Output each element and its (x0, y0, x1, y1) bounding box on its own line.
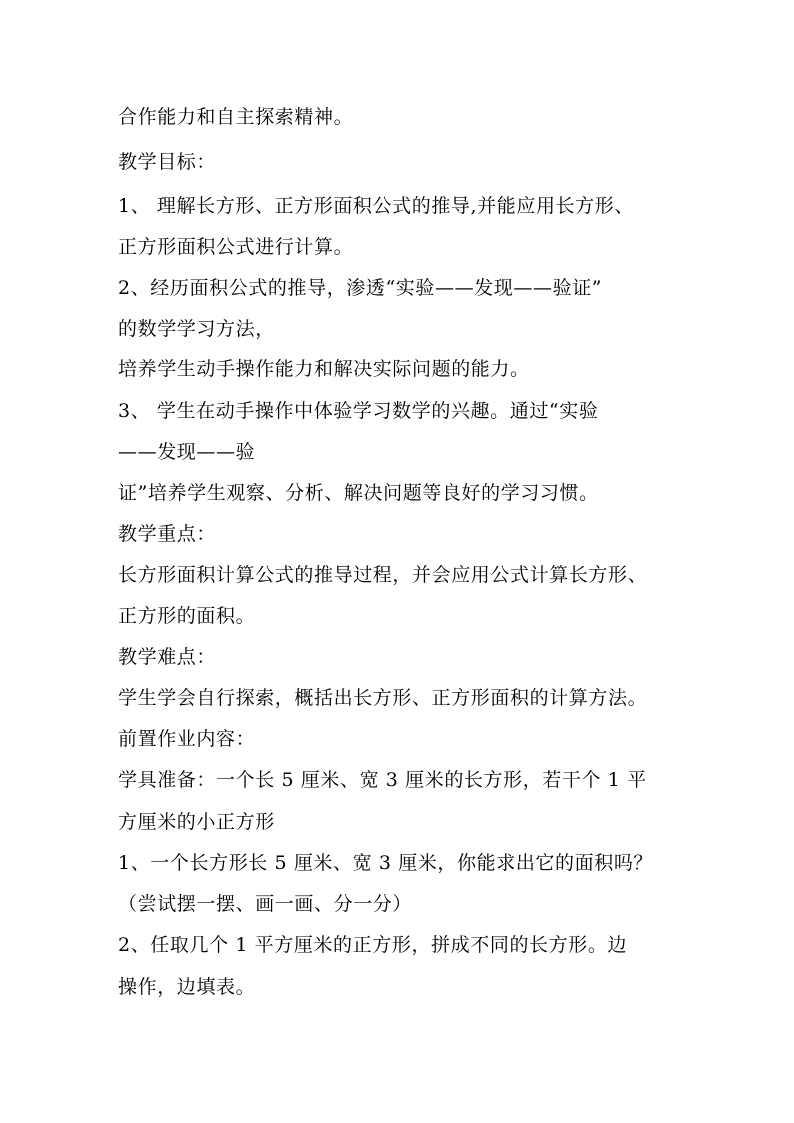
heading-teaching-goals: 教学目标： (118, 151, 217, 173)
goal-3-line-1: 3、 学生在动手操作中体验学习数学的兴趣。通过“实验 (118, 400, 599, 422)
heading-pre-homework: 前置作业内容： (118, 728, 256, 750)
materials-line-1: 学具准备：一个长 5 厘米、宽 3 厘米的长方形，若干个 1 平 (118, 769, 647, 791)
key-points-line-2: 正方形的面积。 (118, 605, 256, 627)
goal-3-line-3: 证”培养学生观察、分析、解决问题等良好的学习习惯。 (118, 482, 599, 504)
question-1-line-2: （尝试摆一摆、画一画、分一分） (118, 893, 413, 915)
question-2-line-1: 2、任取几个 1 平方厘米的正方形，拼成不同的长方形。边 (118, 934, 628, 956)
goal-2-line-2: 的数学学习方法， (118, 318, 275, 340)
question-1-line-1: 1、一个长方形长 5 厘米、宽 3 厘米，你能求出它的面积吗？ (118, 852, 654, 874)
materials-line-2: 方厘米的小正方形 (118, 811, 275, 833)
heading-key-points: 教学重点： (118, 523, 217, 545)
goal-2-line-1: 2、经历面积公式的推导，渗透“实验——发现——验证” (118, 277, 603, 299)
goal-3-line-2: ——发现——验 (118, 441, 256, 463)
goal-1-line-1: 1、 理解长方形、正方形面积公式的推导,并能应用长方形、 (118, 195, 634, 217)
text-line-continuation: 合作能力和自主探索精神。 (118, 106, 354, 128)
question-2-line-2: 操作，边填表。 (118, 976, 256, 998)
goal-2-line-3: 培养学生动手操作能力和解决实际问题的能力。 (118, 358, 530, 380)
heading-difficulties: 教学难点： (118, 646, 217, 668)
difficulties-line-1: 学生学会自行探索，概括出长方形、正方形面积的计算方法。 (118, 687, 648, 709)
goal-1-line-2: 正方形面积公式进行计算。 (118, 236, 354, 258)
key-points-line-1: 长方形面积计算公式的推导过程，并会应用公式计算长方形、 (118, 564, 648, 586)
